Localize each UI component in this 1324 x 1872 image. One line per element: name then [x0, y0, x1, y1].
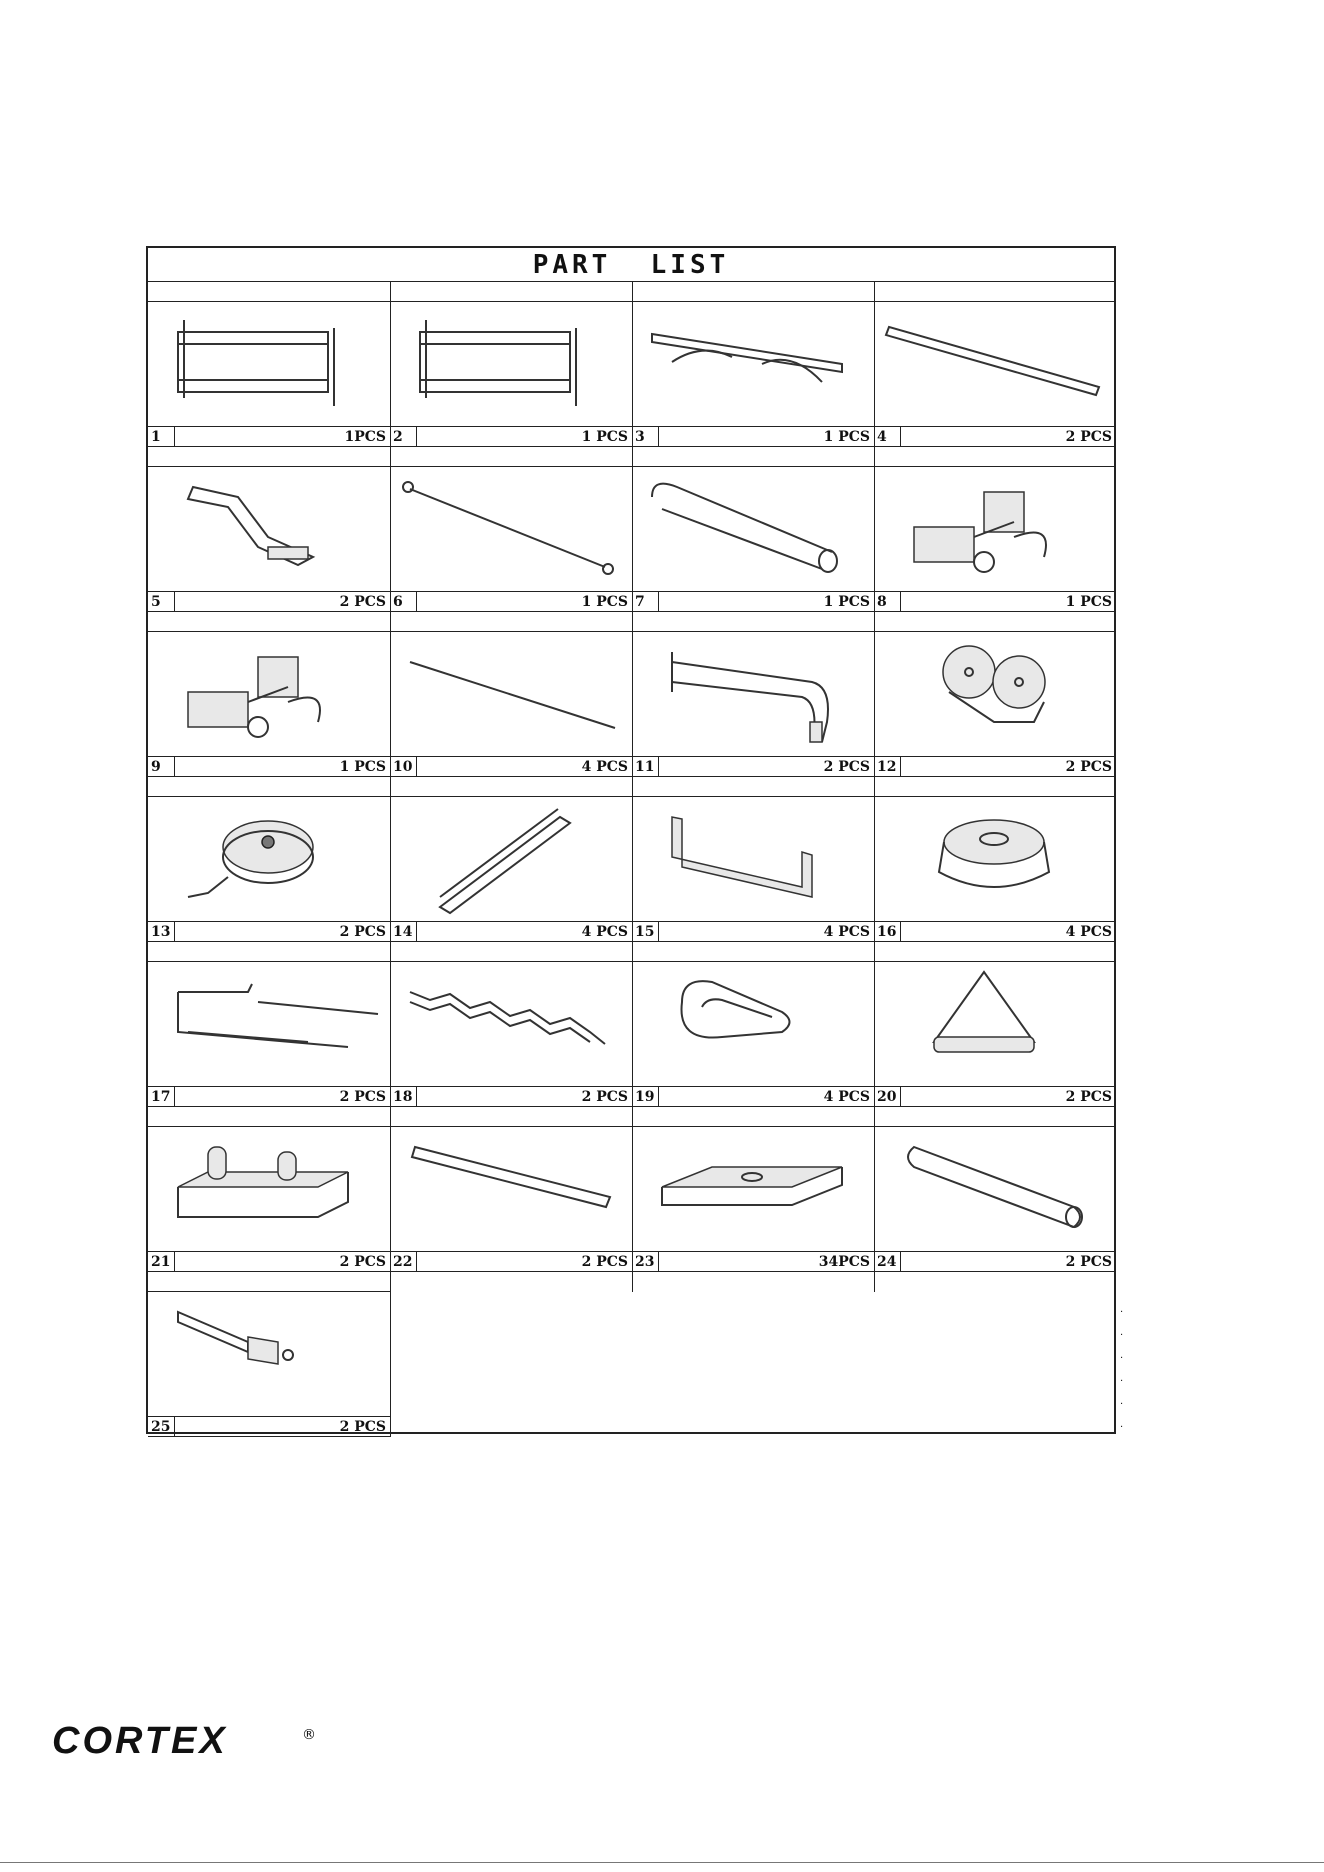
part-header-strip	[148, 612, 390, 632]
part-header-strip	[632, 777, 874, 797]
part-label	[390, 1086, 632, 1107]
part-number: 23	[635, 1254, 655, 1270]
part-label	[148, 591, 390, 612]
part-header-strip	[148, 942, 390, 962]
part-number: 19	[635, 1089, 655, 1105]
selector-pin-icon	[148, 962, 390, 1086]
part-number: 22	[393, 1254, 413, 1270]
part-quantity: 1PCS	[344, 429, 386, 445]
roller-icon	[874, 1127, 1116, 1251]
bumper-icon	[874, 797, 1116, 921]
part-header-strip	[874, 777, 1116, 797]
margin-dot: ·	[1120, 1376, 1124, 1387]
foot-bracket-icon	[148, 467, 390, 591]
part-cell	[148, 1107, 390, 1272]
part-quantity: 4 PCS	[823, 924, 870, 940]
part-quantity: 1 PCS	[1065, 594, 1112, 610]
margin-dot: ·	[1120, 1307, 1124, 1318]
part-label	[632, 921, 874, 942]
part-cell	[874, 1107, 1116, 1272]
part-label	[632, 756, 874, 777]
triangle-handle-icon	[874, 962, 1116, 1086]
double-pulley-icon	[874, 632, 1116, 756]
part-label	[874, 921, 1116, 942]
part-number: 13	[151, 924, 171, 940]
part-number: 9	[151, 759, 161, 775]
part-label	[148, 1251, 390, 1272]
part-label	[390, 426, 632, 447]
part-quantity: 2 PCS	[339, 1419, 386, 1435]
part-cell	[632, 282, 874, 447]
channel-icon	[390, 797, 632, 921]
margin-dot: ·	[1120, 1330, 1124, 1341]
part-cell	[874, 942, 1116, 1107]
part-header-strip	[632, 282, 874, 302]
part-number: 12	[877, 759, 897, 775]
margin-dot: ·	[1120, 1399, 1124, 1410]
part-number: 3	[635, 429, 645, 445]
part-number: 21	[151, 1254, 171, 1270]
part-label	[632, 426, 874, 447]
frame-icon	[148, 302, 390, 426]
part-cell	[148, 777, 390, 942]
top-plate-icon	[148, 1127, 390, 1251]
part-cell	[148, 612, 390, 777]
part-quantity: 4 PCS	[1065, 924, 1112, 940]
part-number: 11	[635, 759, 655, 775]
part-number: 6	[393, 594, 403, 610]
part-label	[632, 591, 874, 612]
pulley-housing-icon	[148, 797, 390, 921]
column-divider	[390, 282, 391, 1292]
column-divider	[390, 1272, 391, 1437]
part-cell	[390, 1107, 632, 1272]
brand-name: CORTEX	[52, 1720, 228, 1762]
part-label	[632, 1251, 874, 1272]
guide-rod-icon	[390, 632, 632, 756]
part-number: 24	[877, 1254, 897, 1270]
part-cell	[148, 942, 390, 1107]
part-quantity: 4 PCS	[581, 759, 628, 775]
margin-dot: ·	[1120, 1353, 1124, 1364]
part-label	[148, 1416, 390, 1437]
part-header-strip	[874, 1107, 1116, 1127]
margin-dot: ·	[1120, 1422, 1124, 1433]
part-label	[148, 426, 390, 447]
part-quantity: 34PCS	[818, 1254, 870, 1270]
part-header-strip	[148, 1272, 390, 1292]
part-label	[632, 1086, 874, 1107]
part-cell	[390, 447, 632, 612]
part-number: 17	[151, 1089, 171, 1105]
part-header-strip	[390, 282, 632, 302]
part-header-strip	[632, 1107, 874, 1127]
part-cell	[390, 282, 632, 447]
part-header-strip	[390, 612, 632, 632]
part-header-strip	[390, 942, 632, 962]
part-cell	[390, 777, 632, 942]
part-cell	[632, 447, 874, 612]
snap-hook-icon	[632, 962, 874, 1086]
part-quantity: 2 PCS	[339, 1089, 386, 1105]
carriage-icon	[148, 632, 390, 756]
part-cell	[632, 1107, 874, 1272]
part-header-strip	[874, 282, 1116, 302]
column-divider	[874, 282, 875, 1292]
part-number: 1	[151, 429, 161, 445]
part-number: 15	[635, 924, 655, 940]
part-label	[148, 756, 390, 777]
part-header-strip	[390, 447, 632, 467]
cable-icon	[390, 467, 632, 591]
weight-plate-icon	[632, 1127, 874, 1251]
tube-handle-icon	[632, 467, 874, 591]
part-quantity: 2 PCS	[1065, 1254, 1112, 1270]
part-number: 5	[151, 594, 161, 610]
column-divider	[632, 282, 633, 1292]
arm-bracket-icon	[632, 632, 874, 756]
part-label	[390, 1251, 632, 1272]
part-cell	[874, 777, 1116, 942]
carriage-icon	[874, 467, 1116, 591]
part-cell	[632, 777, 874, 942]
part-quantity: 2 PCS	[581, 1254, 628, 1270]
part-header-strip	[632, 447, 874, 467]
part-quantity: 4 PCS	[823, 1089, 870, 1105]
part-quantity: 2 PCS	[823, 759, 870, 775]
part-number: 25	[151, 1419, 171, 1435]
pop-pin-icon	[148, 1292, 390, 1416]
selector-rod-icon	[390, 1127, 632, 1251]
part-quantity: 1 PCS	[339, 759, 386, 775]
part-header-strip	[874, 447, 1116, 467]
part-cell	[390, 942, 632, 1107]
part-label	[390, 591, 632, 612]
part-quantity: 2 PCS	[339, 924, 386, 940]
part-number: 14	[393, 924, 413, 940]
part-number: 7	[635, 594, 645, 610]
part-cell	[148, 282, 390, 447]
part-label	[148, 921, 390, 942]
footer-rule	[0, 1862, 1324, 1863]
part-label	[874, 591, 1116, 612]
part-header-strip	[874, 612, 1116, 632]
part-number: 2	[393, 429, 403, 445]
part-cell	[874, 447, 1116, 612]
part-list-title: PART LIST	[148, 248, 1114, 282]
part-quantity: 2 PCS	[1065, 759, 1112, 775]
part-cell	[874, 612, 1116, 777]
u-bracket-icon	[632, 797, 874, 921]
part-cell	[148, 1272, 390, 1437]
part-quantity: 2 PCS	[339, 1254, 386, 1270]
part-header-strip	[148, 447, 390, 467]
part-cell	[874, 282, 1116, 447]
part-header-strip	[632, 612, 874, 632]
frame-icon	[390, 302, 632, 426]
part-quantity: 1 PCS	[823, 429, 870, 445]
part-header-strip	[390, 777, 632, 797]
part-quantity: 4 PCS	[581, 924, 628, 940]
part-quantity: 1 PCS	[581, 594, 628, 610]
part-label	[874, 1251, 1116, 1272]
part-header-strip	[148, 1107, 390, 1127]
part-quantity: 2 PCS	[1065, 429, 1112, 445]
part-header-strip	[632, 942, 874, 962]
part-list-table	[146, 246, 1116, 1434]
part-label	[390, 921, 632, 942]
part-label	[874, 756, 1116, 777]
part-number: 10	[393, 759, 413, 775]
part-number: 16	[877, 924, 897, 940]
part-quantity: 1 PCS	[581, 429, 628, 445]
part-header-strip	[390, 1107, 632, 1127]
part-number: 18	[393, 1089, 413, 1105]
part-cell	[390, 612, 632, 777]
part-number: 8	[877, 594, 887, 610]
part-quantity: 2 PCS	[339, 594, 386, 610]
chain-icon	[390, 962, 632, 1086]
part-label	[148, 1086, 390, 1107]
perforated-rail-icon	[874, 302, 1116, 426]
part-number: 20	[877, 1089, 897, 1105]
part-quantity: 1 PCS	[823, 594, 870, 610]
part-header-strip	[148, 282, 390, 302]
part-header-strip	[148, 777, 390, 797]
part-label	[874, 1086, 1116, 1107]
top-beam-icon	[632, 302, 874, 426]
part-quantity: 2 PCS	[1065, 1089, 1112, 1105]
part-label	[390, 756, 632, 777]
part-cell	[632, 942, 874, 1107]
brand-logo	[52, 1720, 228, 1760]
part-cell	[148, 447, 390, 612]
part-label	[874, 426, 1116, 447]
part-number: 4	[877, 429, 887, 445]
part-cell	[632, 612, 874, 777]
part-quantity: 2 PCS	[581, 1089, 628, 1105]
part-header-strip	[874, 942, 1116, 962]
registered-mark: ®	[302, 1727, 316, 1743]
